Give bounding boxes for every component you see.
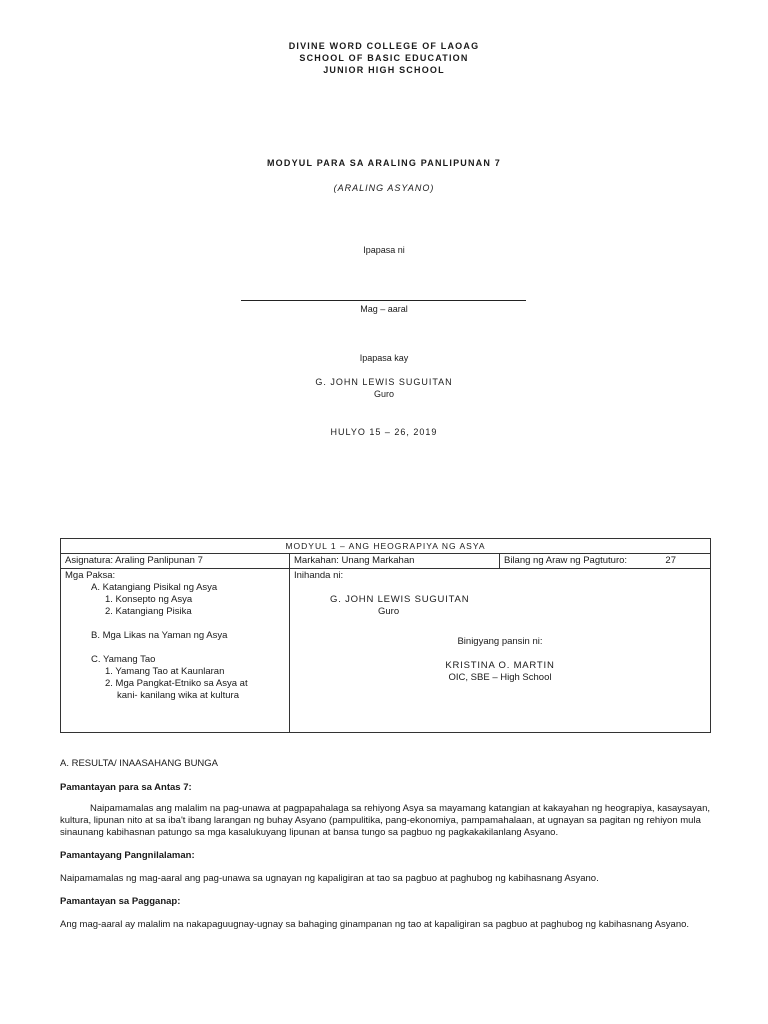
standard-2-text: Naipamamalas ng mag-aaral ang pag-unawa sa ugnayan ng kapaligiran at tao sa pagbuo at paghubog ng kabihasnang Asyano. xyxy=(60,873,599,884)
standard-2-title: Pamantayang Pangnilalaman: xyxy=(60,850,195,861)
topic-c1: 1. Yamang Tao at Kaunlaran xyxy=(105,666,225,677)
noted-name: KRISTINA O. MARTIN xyxy=(445,660,555,671)
student-caption: Mag – aaral xyxy=(360,304,408,314)
module-subtitle: (ARALING ASYANO) xyxy=(333,183,435,193)
school-level: JUNIOR HIGH SCHOOL xyxy=(323,65,445,75)
submitted-by-label: Ipapasa ni xyxy=(363,245,405,255)
standard-3-text: Ang mag-aaral ay malalim na nakapaguugnay-ugnay sa bahaging ginampanan ng tao at kapaligiran sa pagbuo at paghubog ng kabihasnang Asyano. xyxy=(60,919,690,930)
topic-a: A. Katangiang Pisikal ng Asya xyxy=(91,582,218,593)
prepared-label: Inihanda ni: xyxy=(294,570,344,581)
module-info-table xyxy=(60,538,711,733)
module-title: MODYUL PARA SA ARALING PANLIPUNAN 7 xyxy=(266,158,501,168)
school-name: DIVINE WORD COLLEGE OF LAOAG xyxy=(288,41,480,51)
submitted-to-label: Ipapasa kay xyxy=(359,353,409,363)
table-title: MODYUL 1 – ANG HEOGRAPIYA NG ASYA xyxy=(61,539,711,554)
section-a-heading: A. RESULTA/ INAASAHANG BUNGA xyxy=(60,758,219,769)
standard-1-title: Pamantayan para sa Antas 7: xyxy=(60,782,192,793)
teacher-name: G. JOHN LEWIS SUGUITAN xyxy=(315,377,453,387)
topic-c2: 2. Mga Pangkat-Etniko sa Asya at xyxy=(105,678,248,689)
days-cell xyxy=(500,554,711,569)
teacher-role: Guro xyxy=(373,389,394,399)
student-signature-line xyxy=(241,300,526,301)
topics-cell xyxy=(61,569,290,733)
standard-1-text: Naipamamalas ang malalim na pag-unawa at pagpapahalaga sa rehiyong Asya sa mayamang katangian at kakayahan ng heograpiya, kasaysayan, kultura, lipunan nito at sa iba't ibang larangan ng buhay Asyano (pampulitika, pang-ekonomiya, pampamahalaan, at ugnayan sa pagitan ng rehiyon mula sinaunang kabihasnan patungo sa mga kasalukuyang lipunan at bansa tungo sa pagbuo ng pagkakakilanlang Asyano. xyxy=(60,803,711,838)
topic-a2: 2. Katangiang Pisika xyxy=(105,606,192,617)
prepared-name: G. JOHN LEWIS SUGUITAN xyxy=(330,594,470,605)
prepared-role: Guro xyxy=(378,606,400,617)
noted-role: OIC, SBE – High School xyxy=(448,672,552,683)
topic-c2-cont: kani- kanilang wika at kultura xyxy=(117,690,239,701)
topic-c: C. Yamang Tao xyxy=(91,654,156,665)
topic-b: B. Mga Likas na Yaman ng Asya xyxy=(91,630,228,641)
signatories-cell xyxy=(290,569,711,733)
module-date: HULYO 15 – 26, 2019 xyxy=(330,427,438,437)
days-label: Bilang ng Araw ng Pagtuturo: xyxy=(504,555,628,566)
topic-a1: 1. Konsepto ng Asya xyxy=(105,594,193,605)
days-value: 27 xyxy=(665,555,676,566)
subject-cell: Asignatura: Araling Panlipunan 7 xyxy=(61,554,290,569)
quarter-cell: Markahan: Unang Markahan xyxy=(290,554,500,569)
noted-label: Binigyang pansin ni: xyxy=(457,636,543,647)
topics-label: Mga Paksa: xyxy=(65,570,116,581)
school-department: SCHOOL OF BASIC EDUCATION xyxy=(299,53,469,63)
standard-3-title: Pamantayan sa Pagganap: xyxy=(60,896,181,907)
